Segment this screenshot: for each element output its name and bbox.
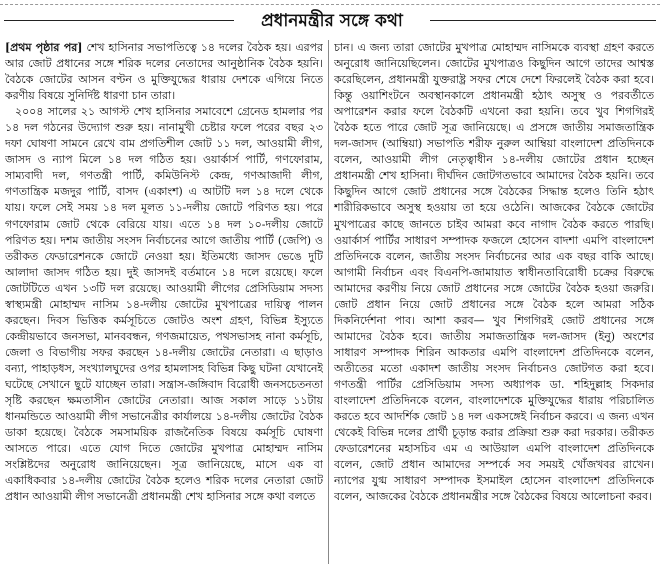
article-column-2 bbox=[334, 40, 654, 564]
top-border bbox=[0, 0, 660, 5]
article-column-1 bbox=[5, 40, 323, 564]
column2-paragraph-1: চান। এ জন্য তারা জোটের মুখপাত্র মোহাম্মদ নাসিমকে ব্যবস্থা গ্রহণ করতে অনুরোধ জানিয়েছিলেন। জোটের মুখপাত্রও কিছুদিন আগে তাদের আশ্বস্ত করেছিলেন, প্রধানমন্ত্রী যুক্তরাষ্ট্র সফর শেষে দেশে ফিরলেই বৈঠক করা হবে। কিন্তু ওয়াশিংটনে অবস্থানকালে প্রধানমন্ত্রী হঠাৎ অসুস্থ ও পরবর্তীতে অপারেশন করার ফলে বৈঠকটি এখনো করা হয়নি। তবে খুব শিগগিরই বৈঠক হতে পারে জোট সূত্র জানিয়েছে। এ প্রসঙ্গে জাতীয় সমাজতান্ত্রিক দল-জাসদ (আম্বিয়া) সভাপতি শরীফ নুরুল আম্বিয়া বাংলাদেশ প্রতিদিনকে বলেন, আওয়ামী লীগ নেতৃত্বাধীন ১৪-দলীয় জোটের প্রধান হচ্ছেন প্রধানমন্ত্রী শেখ হাসিনা। দীর্ঘদিন জোটগতভাবে আমাদের বৈঠক হয়নি। তবে কিছুদিন আগে জোট প্রধানের সঙ্গে বৈঠকের সিদ্ধান্ত হলেও তিনি হঠাৎ শারীরিকভাবে অসুস্থ হওয়ায় তা হয়ে ওঠেনি। আজকের বৈঠকে জোটের মুখপাত্রের কাছে জানতে চাইব আমরা কবে নাগাদ বৈঠক করতে পারছি। ওয়ার্কার্স পার্টির সাধারণ সম্পাদক ফজলে হোসেন বাদশা এমপি বাংলাদেশ প্রতিদিনকে বলেন, জাতীয় সংসদ নির্বাচনের আর এক বছর বাকি আছে। আগামী নির্বাচন এবং বিএনপি-জামায়াত স্বাধীনতাবিরোধী চক্রের বিরুদ্ধে আমাদের করণীয় নিয়ে জোট প্রধানের সঙ্গে জোটের বৈঠক হওয়া জরুরি। জোট প্রধান নিয়ে জোট প্রধানের সঙ্গে বৈঠক হলে আমরা সঠিক দিকনির্দেশনা পাব। আশা করব— খুব শিগগিরই জোট প্রধানের সঙ্গে আমাদের বৈঠক হবে। জাতীয় সমাজতান্ত্রিক দল-জাসদ (ইনু) অংশের সাধারণ সম্পাদক শিরিন আকতার এমপি বাংলাদেশ প্রতিদিনকে বলেন, অতীতের মতো একাদশ জাতীয় সংসদ নির্বাচনও জোটগত করা হবে। গণতন্ত্রী পার্টির প্রেসিডিয়াম সদস্য অধ্যাপক ডা. শহিদুল্লাহ সিকদার বাংলাদেশ প্রতিদিনকে বলেন, বাংলাদেশকে মুক্তিযুদ্ধের ধারায় পরিচালিত করতে হবে আদর্শিক জোট ১৪ দল একসঙ্গেই নির্বাচন করবে। এ জন্য এখন থেকেই বিভিন্ন দলের প্রার্থী চূড়ান্ত করার প্রক্রিয়া শুরু করা দরকার। তরীকত ফেডারেশনের মহাসচিব এম এ আউয়াল এমপি বাংলাদেশ প্রতিদিনকে বলেন, জোট প্রধান আমাদের সম্পর্কে সব সময়ই খোঁজখবর রাখেন। ন্যাপের যুগ্ম সাধারণ সম্পাদক ইসমাইল হোসেন বাংলাদেশ প্রতিদিনকে বলেন, আজকের বৈঠকে প্রধানমন্ত্রীর সঙ্গে বৈঠকের বিষয়ে আলোচনা করব। bbox=[334, 41, 654, 504]
column1-text-1: শেখ হাসিনার সভাপতিত্বে ১৪ দলের বৈঠক হয়। এরপর আর জোট প্রধানের সঙ্গে শরিক দলের নেতাদের আনুষ্ঠানিক বৈঠক হয়নি। বৈঠকে জোটের আসন বণ্টন ও মুক্তিযুদ্ধের ধারায় দেশকে এগিয়ে নিতে করণীয় বিষয়ে সুনির্দিষ্ট ধারণা চান তারা। bbox=[5, 41, 323, 103]
column-divider bbox=[328, 40, 329, 564]
headline-bar bbox=[0, 6, 660, 36]
column1-paragraph-2: ২০০৪ সালের ২১ আগস্ট শেখ হাসিনার সমাবেশে গ্রেনেড হামলার পর ১৪ দল গঠনের উদ্যোগ শুরু হয়। নানামুখী চেষ্টার ফলে পরের বছর ২৩ দফা ঘোষণা সামনে রেখে বাম প্রগতিশীল জোট ১১ দল, আওয়ামী লীগ, জাসদ ও ন্যাপ মিলে ১৪ দল গঠিত হয়। ওয়ার্কার্স পার্টি, গণফোরাম, সাম্যবাদী দল, গণতন্ত্রী পার্টি, কমিউনিস্ট কেন্দ্র, গণআজাদী লীগ, গণতান্ত্রিক মজদুর পার্টি, বাসদ (একাংশ) এ আটটি দল ১৪ দলে থেকে যায়। ফলে সেই সময় ১৪ দল মূলত ১১-দলীয় জোটে পরিণত হয়। পরে গণফোরাম জোট থেকে বেরিয়ে যায়। এতে ১৪ দল ১০-দলীয় জোটে পরিণত হয়। দশম জাতীয় সংসদ নির্বাচনের আগে জাতীয় পার্টি (জেপি) ও তরীকত ফেডারেশনকে জোটে নেওয়া হয়। ইতিমধ্যে জাসদ ভেঙে দুটি আলাদা জাসদ গঠিত হয়। দুই জাসদই বর্তমানে ১৪ দলে রয়েছে। ফলে জোটটিতে এখন ১৩টি দল রয়েছে। আওয়ামী লীগের প্রেসিডিয়াম সদস্য স্বাস্থ্যমন্ত্রী মোহাম্মদ নাসিম ১৪-দলীয় জোটের মুখপাত্রের দায়িত্ব পালন করছেন। দিবস ভিত্তিক কর্মসূচিতে জোটও অংশ গ্রহণ, বিভিন্ন ইস্যুতে কেন্দ্রীয়ভাবে জনসভা, মানববন্ধন, গণজমায়েত, পথসভাসহ নানা কর্মসূচি, জেলা ও বিভাগীয় সফর করছেন ১৪-দলীয় জোটের নেতারা। এ ছাড়াও বন্যা, পাহাড়ধস, সংখ্যালঘুদের ওপর হামলাসহ বিভিন্ন কিছু ঘটনা যেখানেই ঘটেছে সেখানে ছুটে যাচ্ছেন তারা। সন্ত্রাস-জঙ্গিবাদ বিরোধী জনসচেতনতা সৃষ্টি করছেন ক্ষমতাসীন জোটের নেতারা। আজ সকাল সাড়ে ১১টায় ধানমন্ডিতে আওয়ামী লীগ সভানেত্রীর কার্যালয়ে ১৪-দলীয় জোটের বৈঠক ডাকা হয়েছে। বৈঠকে সমসাময়িক রাজনৈতিক বিষয়ে কর্মসূচি ঘোষণা আসতে পারে। এতে যোগ দিতে জোটের মুখপাত্র মোহাম্মদ নাসিম সংশ্লিষ্টদের অনুরোধ জানিয়েছেন। সূত্র জানিয়েছে, মাসে এক বা একাধিকবার ১৪-দলীয় জোটের বৈঠক হলেও শরিক দলের নেতারা জোট প্রধান আওয়ামী লীগ সভানেত্রী প্রধানমন্ত্রী শেখ হাসিনার সঙ্গে কথা বলতে bbox=[5, 105, 323, 504]
column1-paragraph-1 bbox=[5, 40, 323, 104]
headline: প্রধানমন্ত্রীর সঙ্গে কথা bbox=[261, 11, 403, 31]
lead-tag: [প্রথম পৃষ্ঠার পর] bbox=[5, 41, 83, 54]
headline-rule-right bbox=[430, 20, 656, 21]
headline-rule-left bbox=[4, 20, 234, 21]
